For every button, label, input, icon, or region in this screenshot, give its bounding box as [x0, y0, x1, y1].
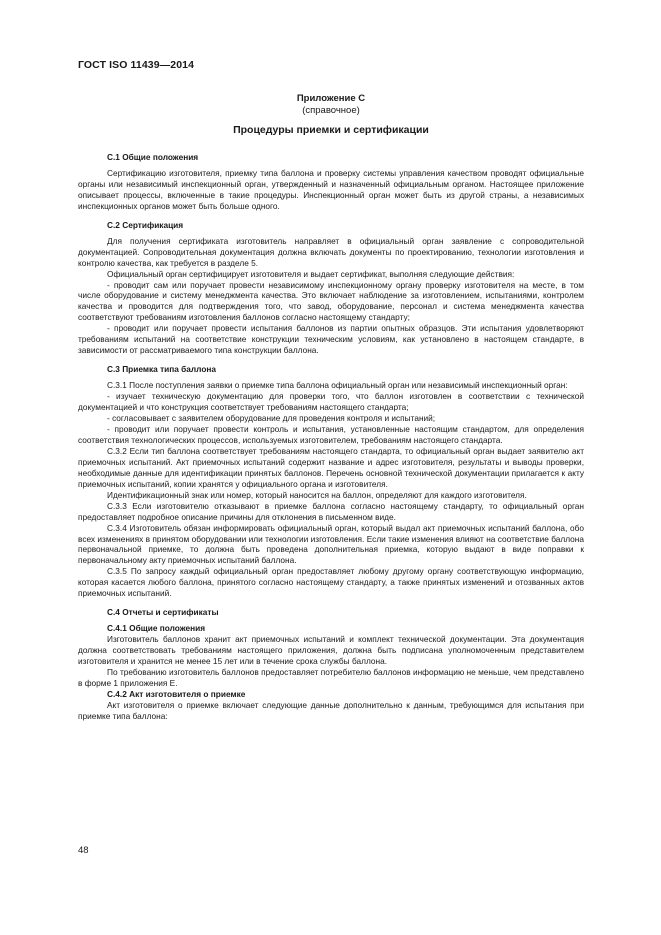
section-c1-title: С.1 Общие положения — [107, 152, 199, 162]
paragraph: По требованию изготовитель баллонов предоставляет потребителю баллонов информацию не меньше, чем представлено в форме 1 приложения Е. — [78, 666, 584, 688]
paragraph: С.3.4 Изготовитель обязан информировать официальный орган, который выдал акт приемочных испытаний баллона, обо всех изменениях в принятом оборудовании или технологии изготовления. Если такие изменения влияют на соответствие баллона первоначальной приемке, то должна быть проведена дополнительная приемка, которую выдают в виде поправки к первоначальному акту приемочных испытаний баллона. — [78, 522, 584, 566]
paragraph: С.3.5 По запросу каждый официальный орган предоставляет любому другому органу соответствующую информацию, которая касается любого баллона, принятого согласно настоящему стандарту, а также принятых изменений и отозванных актов приемочных испытаний. — [78, 566, 584, 599]
section-c4-title: С.4 Отчеты и сертификаты — [107, 607, 219, 618]
paragraph: Акт изготовителя о приемке включает следующие данные дополнительно к данным, требующимся для испытания при приемке типа баллона: — [78, 699, 584, 721]
list-item: - изучает техническую документацию для проверки того, что баллон изготовлен в соответствии с технической документацией и что конструкция соответствует требованиям настоящего стандарта; — [78, 391, 584, 413]
subsection-c41-title: С.4.1 Общие положения — [107, 623, 206, 634]
paragraph: Изготовитель баллонов хранит акт приемочных испытаний и комплект технической документации. Эта документация должна соответствовать требованиям настоящего приложения, должна быть подписана уполномоченным представителем изготовителя и хранится не менее 15 лет или в течение срока службы баллона. — [78, 634, 584, 667]
page-number: 48 — [78, 845, 89, 856]
paragraph: Сертификацию изготовителя, приемку типа баллона и проверку системы управления качеством проводят официальные органы или независимый инспекционный орган, утвержденный и назначенный официальным органом. Настоящее приложение описывает процессы, включенные в такие процедуры. Инспекционный орган может быть из другой страны, а независимых инспекционных органов может быть больше одного. — [78, 167, 584, 211]
appendix-subtitle: (справочное) — [302, 105, 360, 116]
appendix-title: Приложение С — [296, 93, 366, 104]
paragraph: С.3.2 Если тип баллона соответствует требованиям настоящего стандарта, то официальный орган выдает заявителю акт приемочных испытаний. Акт приемочных испытаний содержит название и адрес изготовителя, результаты и выводы проверки, необходимые данные для идентификации принятых баллонов. Перечень основной технической документации прилагается к акту приемочных испытаний, копии хранятся у официального органа и изготовителя. — [78, 445, 584, 489]
list-item: - проводит или поручает провести испытания баллонов из партии опытных образцов. Эти испытания удовлетворяют требованиям испытаний на соответствие конструкции техническим условиям, как установлено в настоящем стандарте, в зависимости от рассматриваемого типа конструкции баллона. — [78, 323, 584, 356]
list-item: - проводит или поручает провести контроль и испытания, установленные настоящим стандартом, для определения соответствия технологических процессов, используемых изготовителем, требованиям настоящего стандарта. — [78, 423, 584, 445]
paragraph: С.3.1 После поступления заявки о приемке типа баллона официальный орган или независимый инспекционный орган: — [107, 380, 568, 391]
list-item: - согласовывает с заявителем оборудование для проведения контроля и испытаний; — [107, 413, 436, 424]
subsection-c42-title: С.4.2 Акт изготовителя о приемке — [107, 688, 246, 699]
paragraph: Идентификационный знак или номер, который наносится на баллон, определяют для каждого изготовителя. — [107, 489, 527, 500]
section-c3-title: С.3 Приемка типа баллона — [107, 364, 217, 375]
section-c2-title: С.2 Сертификация — [107, 219, 184, 230]
list-item: - проводит сам или поручает провести независимому инспекционному органу проверку изготовителя на месте, в том числе оборудование и систему менеджмента качества. Это включает наблюдение за изготовлением, испытаниями, контролем качества и проводится для подтверждения того, что завод, оборудование, персонал и система менеджмента качества соответствуют требованиям изготовления баллонов согласно настоящему стандарту; — [78, 279, 584, 323]
document-code: ГОСТ ISO 11439—2014 — [78, 59, 195, 71]
document-body — [78, 152, 584, 722]
appendix-heading: Процедуры приемки и сертификации — [233, 124, 429, 136]
paragraph: Для получения сертификата изготовитель направляет в официальный орган заявление с сопроводительной документацией. Сопроводительная документация должна включать документы по проектированию, технологии изготовления и контролю качества, как требуется в разделе 5. — [78, 235, 584, 268]
paragraph: С.3.3 Если изготовителю отказывают в приемке баллона согласно настоящему стандарту, то официальный орган предоставляет подробное описание причины для отклонения в письменном виде. — [78, 500, 584, 522]
paragraph: Официальный орган сертифицирует изготовителя и выдает сертификат, выполняя следующие действия: — [107, 268, 515, 279]
